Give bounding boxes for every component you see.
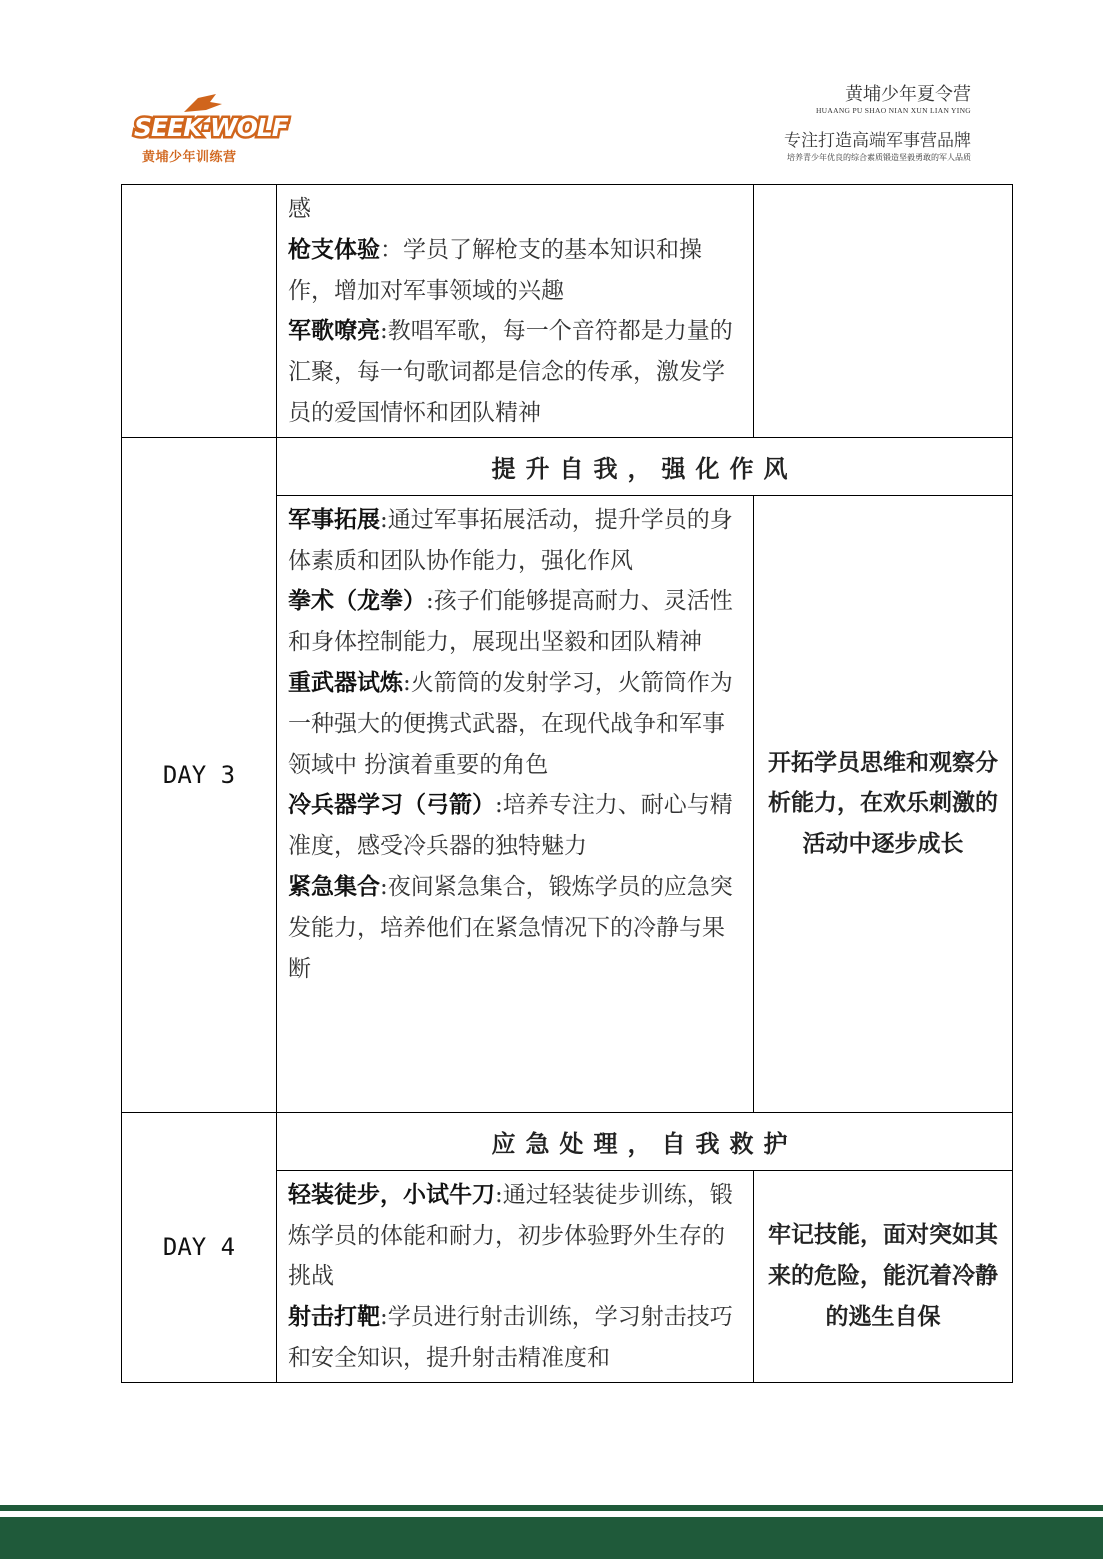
goal-text: 开拓学员思维和观察分析能力，在欢乐刺激的活动中逐步成长 (754, 495, 1013, 1112)
table-row (122, 185, 1013, 438)
schedule-table (121, 184, 1013, 1383)
brand-title: 黄埔少年夏令营 (845, 84, 971, 105)
activities-cell (277, 185, 754, 438)
goal-text: 牢记技能，面对突如其来的危险，能沉着冷静的逃生自保 (754, 1170, 1013, 1382)
activity-item: 重武器试炼:火箭筒的发射学习，火箭筒作为 一种强大的便携式武器，在现代战争和军事领域中 扮演着重要的角色 (288, 668, 733, 778)
footer-stripe (0, 1505, 1103, 1511)
activity-item: 军事拓展:通过军事拓展活动，提升学员的身体素质和团队协作能力，强化作风 (288, 505, 733, 574)
day-cell (122, 185, 277, 438)
day-label: DAY 4 (122, 1112, 277, 1382)
day-label: DAY 3 (122, 437, 277, 1112)
activity-item: 冷兵器学习（弓箭）:培养专注力、耐心与精准度，感受冷兵器的独特魅力 (288, 791, 733, 860)
activity-item: 紧急集合:夜间紧急集合，锻炼学员的应急突发能力，培养他们在紧急情况下的冷静与果断 (288, 872, 733, 982)
activity-item: 枪支体验：学员了解枪支的基本知识和操作，增加对军事领域的兴趣 (288, 235, 702, 304)
activities-cell (277, 1170, 754, 1382)
seek-wolf-logo (132, 92, 288, 165)
brand-tagline: 培养青少年优良的综合素质锻造坚毅勇敢的军人品质 (787, 153, 971, 162)
wolf-logo-icon (132, 92, 288, 148)
brand-pinyin: HUAANG PU SHAO NIAN XUN LIAN YING (815, 106, 971, 115)
day-theme: 应急处理，自我救护 (277, 1112, 1013, 1170)
logo-wordmark: SEEK·WOLF (134, 113, 288, 142)
logo-subtitle: 黄埔少年训练营 (142, 150, 237, 165)
activity-item: 军歌嘹亮:教唱军歌，每一个音符都是力量的汇聚，每一句歌词都是信念的传承，激发学员的爱国情怀和团队精神 (288, 317, 733, 426)
activity-item: 拳术（龙拳）:孩子们能够提高耐力、灵活性 和身体控制能力，展现出坚毅和团队精神 (288, 587, 733, 656)
activities-cell (277, 495, 754, 1112)
table-row (122, 1112, 1013, 1170)
table-row (122, 437, 1013, 495)
activity-item: 轻装徒步，小试牛刀:通过轻装徒步训练，锻炼学员的体能和耐力，初步体验野外生存的挑战 (288, 1180, 733, 1290)
goal-cell (754, 185, 1013, 438)
brand-block (784, 84, 971, 163)
day-theme: 提升自我，强化作风 (277, 437, 1013, 495)
activity-item: 射击打靶:学员进行射击训练，学习射击技巧和安全知识，提升射击精准度和 (288, 1303, 733, 1371)
footer-bar (0, 1517, 1103, 1559)
activity-item: 感 (288, 196, 311, 222)
brand-slogan: 专注打造高端军事营品牌 (784, 131, 971, 151)
